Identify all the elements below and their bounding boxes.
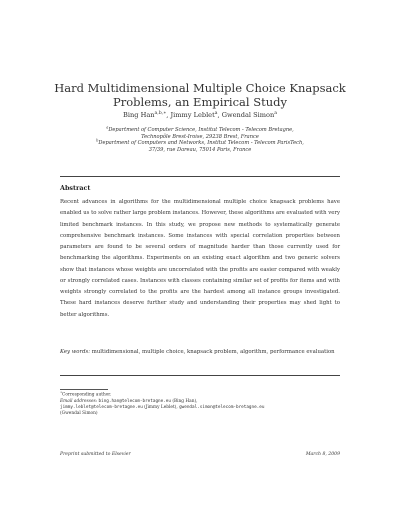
keywords: [60, 347, 340, 358]
email-link[interactable]: jimmy.leblet@telecom-bretagne.eu: [60, 404, 143, 410]
title-line-1: Hard Multidimensional Multiple Choice Knapsack: [54, 81, 346, 95]
footnote-mark: ∗: [60, 390, 63, 394]
affiliation-mark: b: [96, 138, 99, 143]
affiliation-a-line-2: Technopôle Brest-Iroise, 29238 Brest, France: [141, 133, 259, 140]
footnote-corresponding: ∗Corresponding author.: [60, 390, 112, 398]
author-separator: ,: [217, 111, 222, 119]
author-superscript: a,b,: [154, 110, 164, 116]
footnote-emails-line-1: Email addresses: bing.han@telecom-bretagne.eu (Bing Han),: [60, 398, 198, 404]
keywords-text: multidimensional, multiple choice, knapsack problem, algorithm, performance evaluation: [91, 349, 335, 355]
abstract-bottom-rule: [60, 375, 340, 376]
email-link[interactable]: gwendal.simon@telecom-bretagne.eu: [179, 404, 265, 410]
affiliation-b-line-2: 37/39, rue Dareau, 75014 Paris, France: [148, 146, 252, 153]
email-label: Email addresses:: [60, 398, 98, 404]
author-name: Jimmy Leblet: [170, 111, 215, 119]
affiliation-mark: a: [106, 125, 109, 130]
author-separator: ,: [166, 111, 171, 119]
author-name: Gwendal Simon: [221, 111, 275, 119]
footer-preprint-note: Preprint submitted to Elsevier: [60, 452, 131, 457]
corresponding-mark: ∗: [163, 110, 167, 116]
footer-date: March 8, 2009: [305, 452, 340, 457]
keywords-label: Key words:: [60, 349, 91, 355]
affiliation-a-line-1: $^a$Department of Computer Science, Institut Telecom - Telecom Bretagne,: [106, 125, 294, 133]
footnote-emails-line-3: (Gwendal Simon): [60, 410, 98, 416]
affiliation-b-line-1: $^b$Department of Computers and Networks, Institut Telecom - Telecom ParisTech,: [96, 138, 304, 147]
footnote-emails-line-2: jimmy.leblet@telecom-bretagne.eu (Jimmy Leblet), gwendal.simon@telecom-bretagne.eu: [60, 404, 265, 410]
paper-title: [40, 81, 360, 109]
author-list: [40, 111, 360, 119]
abstract-heading: Abstract: [60, 184, 91, 192]
author-name: Bing Han: [123, 111, 155, 119]
email-link[interactable]: bing.han@telecom-bretagne.eu: [98, 398, 171, 404]
footnote: [60, 392, 345, 417]
author-superscript: a: [214, 110, 218, 116]
footnote-rule: [60, 389, 108, 390]
abstract-top-rule: [60, 176, 340, 177]
author-superscript: a: [274, 110, 277, 116]
title-line-2: Problems, an Empirical Study: [113, 95, 287, 109]
abstract-body: Recent advances in algorithms for the multidimensional multiple choice knapsack problems have enabled us to solve rather large problem instances. However, these algorithms are evaluated with very limited benchmark instances. In this study, we propose new methods to systematically generate comprehensive benchmark instances. Some instances with special correlation properties between parameters are found to be several orders of magnitude harder than those currently used for benchmarking the algorithms. Experiments on an existing exact algorithm and two generic solvers show that instances whose weights are uncorrelated with the profits are easier compared with weakly or strongly correlated cases. Instances with classes containing similar set of profits for items and with weights strongly correlated to the profits are the hardest among all instance groups investigated. These hard instances deserve further study and understanding their properties may shed light to better algorithms.: [60, 199, 340, 318]
affiliations: [40, 127, 360, 153]
